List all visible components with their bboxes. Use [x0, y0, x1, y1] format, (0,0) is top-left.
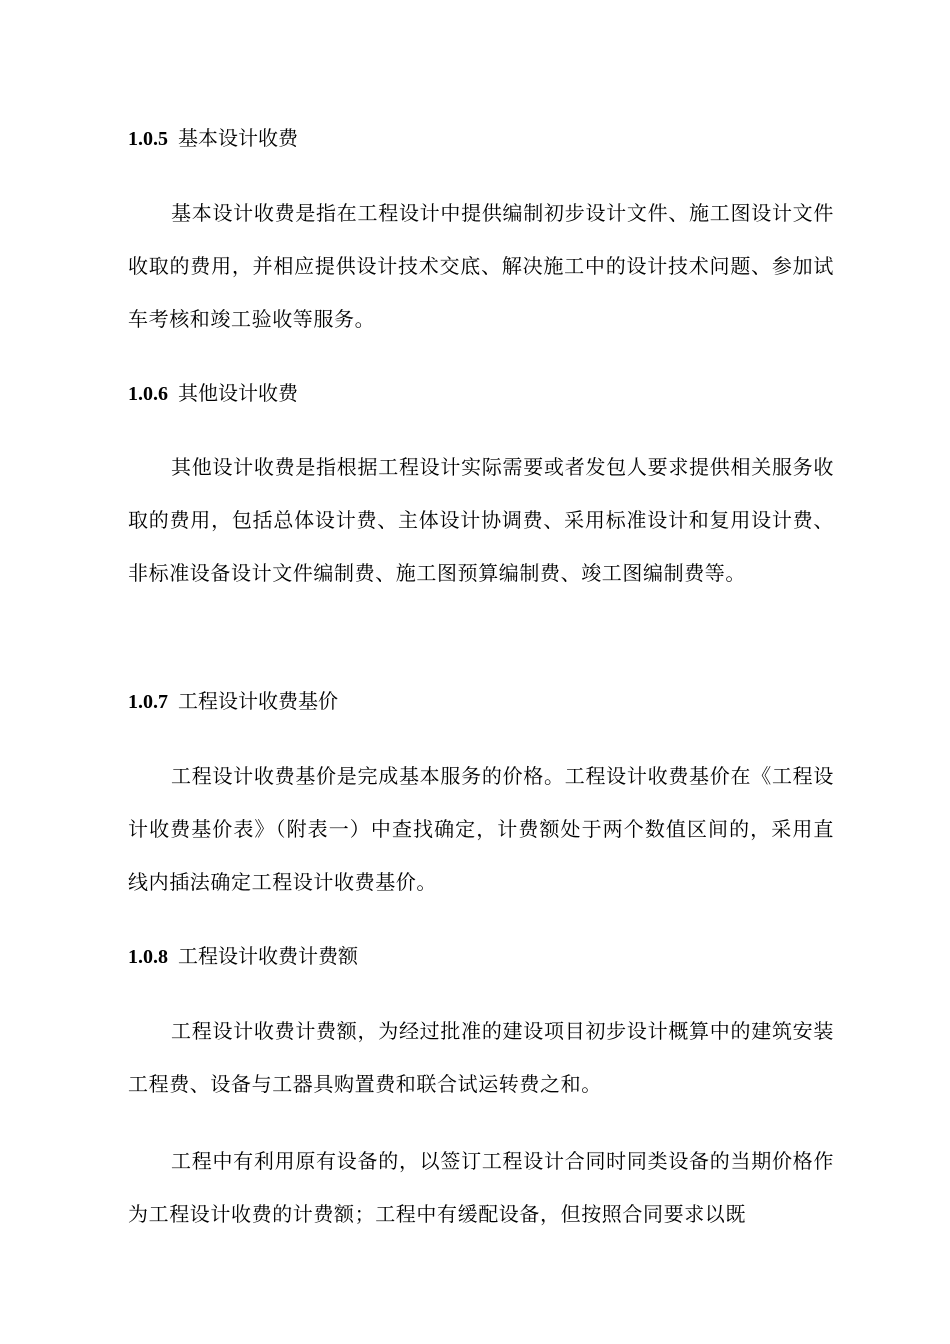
section-title: 基本设计收费 [178, 126, 298, 150]
section-title: 工程设计收费计费额 [178, 944, 358, 968]
section-heading-1-0-8 [128, 942, 358, 971]
paragraph: 工程设计收费计费额，为经过批准的建设项目初步设计概算中的建筑安装工程费、设备与工器具购置费和联合试运转费之和。 [128, 1019, 834, 1096]
section-number: 1.0.8 [128, 946, 168, 968]
section-number: 1.0.6 [128, 383, 168, 405]
paragraph: 工程中有利用原有设备的，以签订工程设计合同时同类设备的当期价格作为工程设计收费的计费额；工程中有缓配设备，但按照合同要求以既 [128, 1149, 834, 1226]
section-heading-1-0-6 [128, 379, 298, 408]
section-heading-1-0-5 [128, 124, 298, 153]
section-title: 工程设计收费基价 [178, 689, 338, 713]
section-title: 其他设计收费 [178, 381, 298, 405]
paragraph: 工程设计收费基价是完成基本服务的价格。工程设计收费基价在《工程设计收费基价表》（附表一）中查找确定，计费额处于两个数值区间的，采用直线内插法确定工程设计收费基价。 [128, 764, 834, 894]
paragraph: 其他设计收费是指根据工程设计实际需要或者发包人要求提供相关服务收取的费用，包括总体设计费、主体设计协调费、采用标准设计和复用设计费、非标准设备设计文件编制费、施工图预算编制费、竣工图编制费等。 [128, 455, 834, 585]
section-heading-1-0-7 [128, 687, 338, 716]
paragraph: 基本设计收费是指在工程设计中提供编制初步设计文件、施工图设计文件收取的费用，并相应提供设计技术交底、解决施工中的设计技术问题、参加试车考核和竣工验收等服务。 [128, 201, 834, 331]
section-number: 1.0.7 [128, 691, 168, 713]
section-number: 1.0.5 [128, 128, 168, 150]
